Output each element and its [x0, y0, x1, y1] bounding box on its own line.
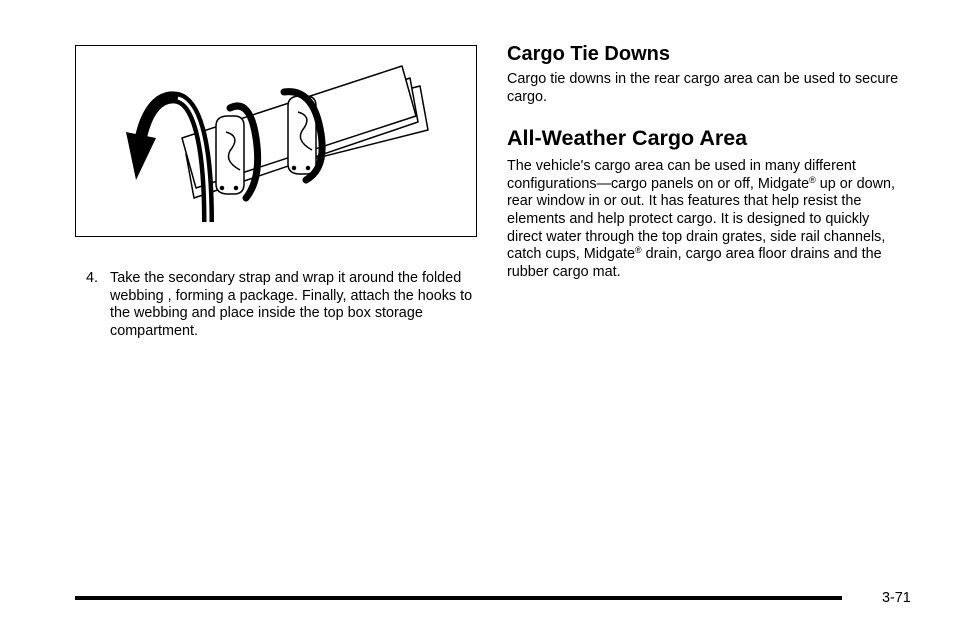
registered-mark: ® [634, 245, 642, 256]
registered-mark: ® [809, 174, 816, 185]
footer-rule [75, 596, 842, 600]
cargo-tie-downs-body: Cargo tie downs in the rear cargo area can be used to secure cargo. [507, 71, 899, 105]
strap-wrap-illustration-icon [76, 46, 478, 238]
all-weather-body-part2: up or down, rear window in or out. It has features that help resist the elements and help protect cargo. It is designed to quickly direct water through the top drain grates, side rail channels, catch cups, Midgate [507, 175, 895, 263]
page-number: 3-71 [882, 590, 911, 606]
step-text: Take the secondary strap and wrap it around the folded webbing , forming a package. Finally, attach the hooks to the webbing and place inside the top box storage compartment. [110, 270, 473, 339]
step-number: 4. [86, 270, 99, 286]
all-weather-heading: All-Weather Cargo Area [507, 126, 748, 151]
cargo-tie-downs-heading: Cargo Tie Downs [507, 43, 670, 65]
all-weather-body-part1: The vehicle's cargo area can be used in many different configurations—cargo panels on or off, Midgate [507, 158, 856, 192]
all-weather-body [507, 158, 907, 281]
strap-illustration [75, 45, 477, 237]
all-weather-body-part3: drain, cargo area floor drains and the rubber cargo mat. [507, 246, 882, 280]
right-column [507, 42, 907, 281]
